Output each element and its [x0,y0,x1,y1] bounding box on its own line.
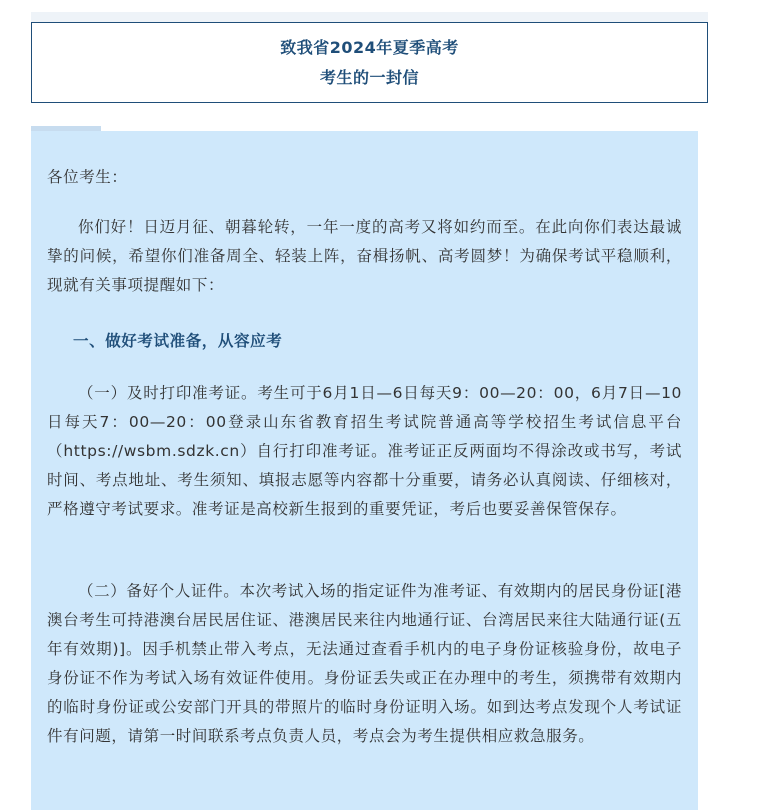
item-prepare-id-documents: （二）备好个人证件。本次考试入场的指定证件为准考证、有效期内的居民身份证[港澳台考生可持港澳台居民居住证、港澳居民来往内地通行证、台湾居民来往大陆通行证(五年有效期)]。因手机禁止带入考点，无法通过查看手机内的电子身份证核验身份，故电子身份证不作为考试入场有效证件使用。身份证丢失或正在办理中的考生，须携带有效期内的临时身份证或公安部门开具的带照片的临时身份证明入场。如到达考点发现个人考试证件有问题，请第一时间联系考点负责人员，考点会为考生提供相应救急服务。 [47,582,682,745]
title-line-1: 致我省2024年夏季高考 [280,38,459,57]
top-divider [31,12,708,22]
title-line-2: 考生的一封信 [319,68,419,87]
intro-paragraph: 你们好！日迈月征、朝暮轮转，一年一度的高考又将如约而至。在此向你们表达最诚挚的问候，希望你们准备周全、轻装上阵，奋楫扬帆、高考圆梦！为确保考试平稳顺利，现就有关事项提醒如下： [47,218,682,294]
title-box [31,22,708,103]
item-print-admission-ticket: （一）及时打印准考证。考生可于6月1日—6日每天9：00—20：00，6月7日—10日每天7：00—20：00登录山东省教育招生考试院普通高等学校招生考试信息平台（https://wsbm.sdzk.cn）自行打印准考证。准考证正反两面均不得涂改或书写，考试时间、考点地址、考生须知、填报志愿等内容都十分重要，请务必认真阅读、仔细核对，严格遵守考试要求。准考证是高校新生报到的重要凭证，考后也要妥善保管保存。 [47,384,682,518]
section-heading-1: 一、做好考试准备，从容应考 [73,332,283,350]
letter-body-panel [31,131,698,810]
greeting: 各位考生： [47,168,128,186]
